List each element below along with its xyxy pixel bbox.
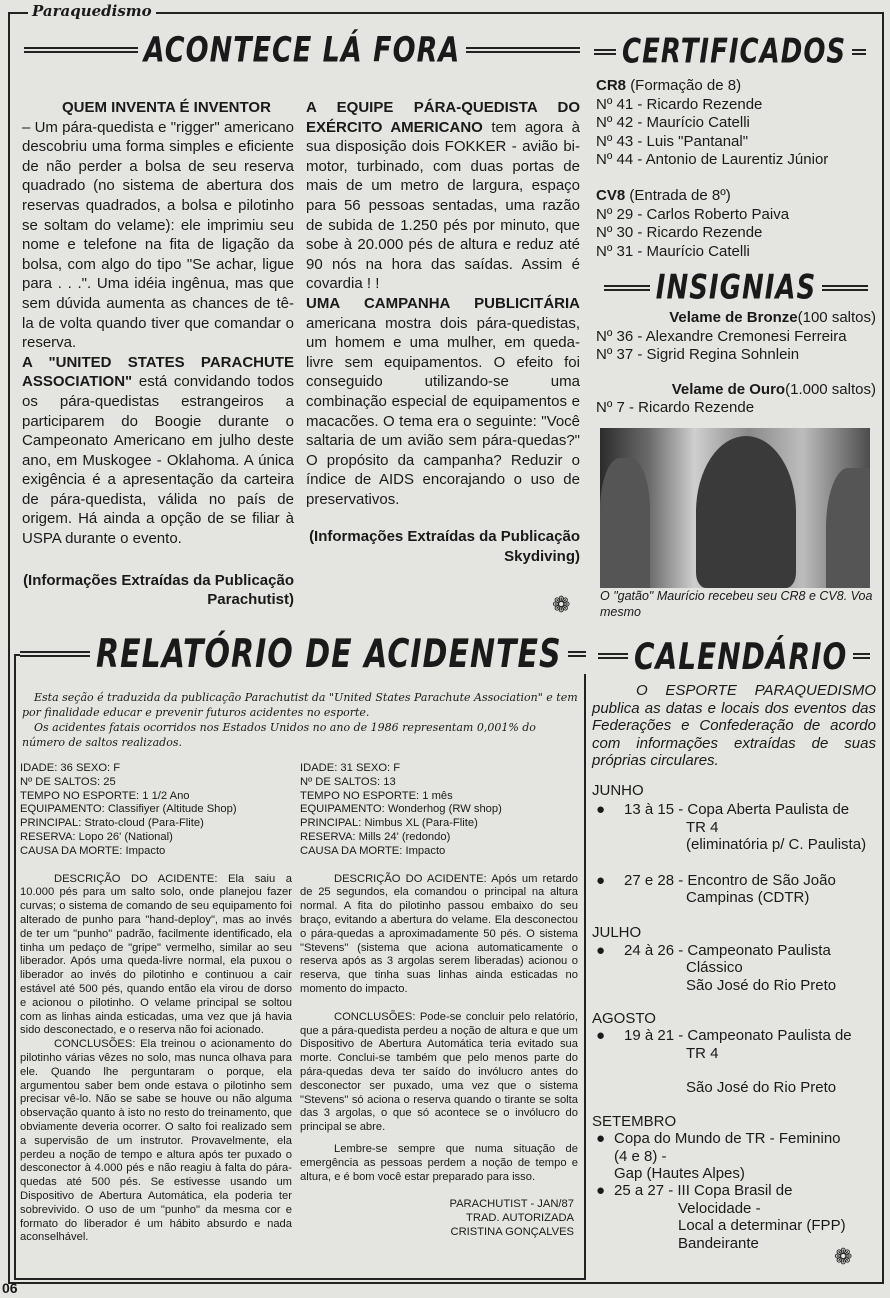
- event-item: ● 24 à 26 - Campeonato Paulista: [596, 941, 831, 959]
- ornament-icon: ❁: [552, 592, 571, 617]
- page-number: 06: [2, 1280, 18, 1296]
- article-campanha: UMA CAMPANHA PUBLICITÁRIA americana mostra dois pára-quedistas, um homem e uma mulher, em queda-livre sem equipamentos. O efeito foi conseguido utilizando-se uma combinação especial de equipamentos e macacões. O tema era o seguinte: "Você saltaria de um avião sem pára-quedas?" O propósito da campanha? Reduzir o índice de AIDS encorajando o uso de preservativos.: [306, 294, 580, 508]
- article-fokker: A EQUIPE PÁRA-QUEDISTA DO EXÉRCITO AMERICANO tem agora à sua disposição dois FOKKER - avião bi-motor, turbinado, com duas portas de mais de um metro de largura, espaço para 56 pessoas sentadas, uma razão de subida de 1.250 pés por minuto, que sobe à 20.000 pés de altura e reduz até 90 nós na hora das saídas. Assim é covardia ! !: [306, 99, 581, 293]
- acontece-left-column: [22, 98, 294, 610]
- insignias-heading: INSIGNIAS: [604, 268, 868, 308]
- photo-caption: O "gatão" Maurício recebeu seu CR8 e CV8. Voa mesmo: [600, 589, 873, 619]
- list-item: Nº 31 - Maurício Catelli: [596, 242, 750, 260]
- photo-mauricio: [600, 428, 870, 588]
- event-item: ● 19 à 21 - Campeonato Paulista de: [596, 1027, 852, 1045]
- source-parachutist: (Informações Extraídas da Publicação Parachutist): [23, 571, 294, 609]
- list-item: Nº 30 - Ricardo Rezende: [596, 224, 763, 242]
- event-item: ● 25 a 27 - III Copa Brasil de: [596, 1182, 793, 1200]
- acontece-heading: ACONTECE LÁ FORA: [24, 30, 580, 70]
- list-item: Nº 29 - Carlos Roberto Paiva: [596, 205, 790, 223]
- calendario-list: JUNHO ● 13 à 15 - Copa Aberta Paulista de TR 4 (eliminatória p/ C. Paulista) ● 27 e 28 - Encontro de São João Campinas (CDTR) JULHO ● 24 à 26 - Campeonato Paulista Clássico São José do Rio Preto AGOSTO ● 19 à 21 - Campeonato Paulista de TR 4 São José do Rio Preto SETEMBRO ● Copa do Mundo de TR - Feminino (4 e 8) - Gap (Hautes Alpes) ● 25 a 27 - III Copa Brasil de Velocidade - Local a determinar (FPP) Bandeirante: [592, 782, 876, 1252]
- insignias-list: Velame de Bronze(100 saltos) Nº 36 - Alexandre Cremonesi Ferreira Nº 37 - Sigrid Regina Sohnlein Velame de Ouro(1.000 saltos) Nº 7 - Ricardo Rezende: [596, 309, 876, 417]
- ornament-icon: ❁: [834, 1244, 853, 1269]
- translation-credits: PARACHUTIST - JAN/87 TRAD. AUTORIZADA CRISTINA GONÇALVES: [449, 1198, 574, 1238]
- relatorio-heading: RELATÓRIO DE ACIDENTES: [20, 634, 586, 674]
- magazine-logo: Paraquedismo: [28, 2, 156, 20]
- article-inventor: QUEM INVENTA É INVENTOR – Um pára-quedista e "rigger" americano descobriu uma forma simples e eficiente de não perder a bolsa de seu reserva quadrado (no sistema de abertura dos reservas quadrados, a bolsa e pilotinho se soltam do velame): ele imprimiu seu nome e telefone na fita de ligação da bolsa, com algo do tipo "Se achar, ligue para . . .". Uma idéia ingênua, mas que sem dúvida aumenta as chances de tê-la de volta quando tiver que comandar o reserva.: [22, 99, 294, 352]
- event-item: ● 27 e 28 - Encontro de São João: [596, 871, 836, 889]
- accident-case-1: IDADE: 36 SEXO: F Nº DE SALTOS: 25 TEMPO NO ESPORTE: 1 1/2 Ano EQUIPAMENTO: Classifiyer (Altitude Shop) PRINCIPAL: Strato-cloud (Para-Flite) RESERVA: Lopo 26' (National) CAUSA DA MORTE: Impacto DESCRIÇÃO DO ACIDENTE: Ela saiu a 10.000 pés para um salto solo, onde planejou fazer curvas; o sistema de comando de seu equipamento foi alterado de punho para "hand-deploy", mas ao invés de ter um "punho" padrão, facilmente identificado, ela tinha um pedaço de "gripe" vermelho, similar ao seu liberador. Após uma queda-livre normal, ela puxou o liberador ao invés do pilotinho e continuou a cair estável até 500 pés, quando então ela virou de dorso e acionou o pilotinho. O velame principal se soltou com as linhas ainda esticadas, uma vez que já havia sido desconectado, e o reserva não foi acionado. CONCLUSÕES: Ela treinou o acionamento do pilotinho várias vêzes no solo, mas nunca olhava para ele. Quando lhe perguntaram o porque, ela argumentou saber bem onde estava o pilotinho sem precisar vê-lo. Não se sabe se houve ou não alguma observação quanto à isto no resto do treinamento, que obviamente deveria ocorrer. O salto foi realizado sem a supervisão de um instrutor. Provavelmente, ela perdeu a noção de tempo e altura após ter puxado o desconector à 4.000 pés e não reagiu à falta do pára-quedas até 500 pés. Se estivesse usando um Dispositivo de Abertura Automática, ela poderia ter sobrevivido. O uso de um "punho" da mesma cor e formato do liberador é um hábito absurdo e nada aconselhável.: [20, 762, 292, 1244]
- relatorio-intro: Esta seção é traduzida da publicação Parachutist da "United States Parachute Association" e tem por finalidade educar e prevenir futuros acidentes no esporte. Os acidentes fatais ocorridos nos Estados Unidos no ano de 1986 representam 0,001% do número de saltos realizados.: [22, 691, 578, 749]
- certificados-heading: CERTIFICADOS: [594, 32, 866, 72]
- list-item: Nº 7 - Ricardo Rezende: [596, 399, 755, 417]
- list-item: Nº 36 - Alexandre Cremonesi Ferreira: [596, 327, 847, 345]
- calendario-intro: O ESPORTE PARAQUEDISMO publica as datas e locais dos eventos das Federações e Confederação de acordo com informações extraídas de suas próprias circulares.: [592, 682, 876, 770]
- accident-case-2: IDADE: 31 SEXO: F Nº DE SALTOS: 13 TEMPO NO ESPORTE: 1 mês EQUIPAMENTO: Wonderhog (RW shop) PRINCIPAL: Nimbus XL (Para-Flite) RESERVA: Mills 24' (redondo) CAUSA DA MORTE: Impacto DESCRIÇÃO DO ACIDENTE: Após um retardo de 25 segundos, ela comandou o principal na altura normal. A fita do pilotinho passou embaixo do seu braço, evitando a abertura do velame. Ela desconectou o pára-quedas a aproximadamente 50 pés. O sistema "Stevens" (sistema que aciona automaticamente o reserva após as 3 argolas serem liberadas) acionou o reserva, que tinha suas linhas ainda esticadas no momento do impacto. CONCLUSÕES: Pode-se concluir pelo relatório, que a pára-quedista perdeu a noção de altura e que um Dispositivo de Abertura Automática teria evitado sua morte. Conclui-se também que pelo menos parte do pára-quedas deva ter saído do invólucro antes do desconector ser puxado, uma vez que o sistema "Stevens" só aciona o reserva quando o tirante se solta das 3 argolas, o que só acontece se o invólucro do principal se abre. Lembre-se sempre que numa situação de emergência as pessoas perdem a noção de tempo e altura, e é bom você estar preparado para isso. PARACHUTIST - JAN/87 TRAD. AUTORIZADA CRISTINA GONÇALVES: [300, 762, 578, 1238]
- list-item: Nº 44 - Antonio de Laurentiz Júnior: [596, 151, 829, 169]
- event-item: ● 13 à 15 - Copa Aberta Paulista de: [596, 801, 850, 819]
- event-item: ● Copa do Mundo de TR - Feminino: [596, 1130, 841, 1148]
- article-uspa: A "UNITED STATES PARACHUTE ASSOCIATION" está convidando todos os pára-quedistas estrangeiros a participarem do Boogie durante o Campeonato Americano em julho deste ano, em Muskogee - Oklahoma. A única exigência é a apresentação da carteira de pára-quedista, válida no país de origem. Há ainda a opção de se filiar à USPA durante o evento.: [22, 353, 294, 548]
- certificados-list: CR8 (Formação de 8) Nº 41 - Ricardo Rezende Nº 42 - Maurício Catelli Nº 43 - Luis "Pantanal" Nº 44 - Antonio de Laurentiz Júnior CV8 (Entrada de 8º) Nº 29 - Carlos Roberto Paiva Nº 30 - Ricardo Rezende Nº 31 - Maurício Catelli: [596, 77, 876, 261]
- acontece-right-column: [306, 98, 580, 567]
- list-item: Nº 41 - Ricardo Rezende: [596, 95, 763, 113]
- calendario-heading: CALENDÁRIO: [598, 636, 870, 676]
- list-item: Nº 37 - Sigrid Regina Sohnlein: [596, 346, 800, 364]
- list-item: Nº 42 - Maurício Catelli: [596, 114, 750, 132]
- list-item: Nº 43 - Luis "Pantanal": [596, 132, 749, 150]
- source-skydiving: (Informações Extraídas da Publicação Skydiving): [309, 528, 580, 566]
